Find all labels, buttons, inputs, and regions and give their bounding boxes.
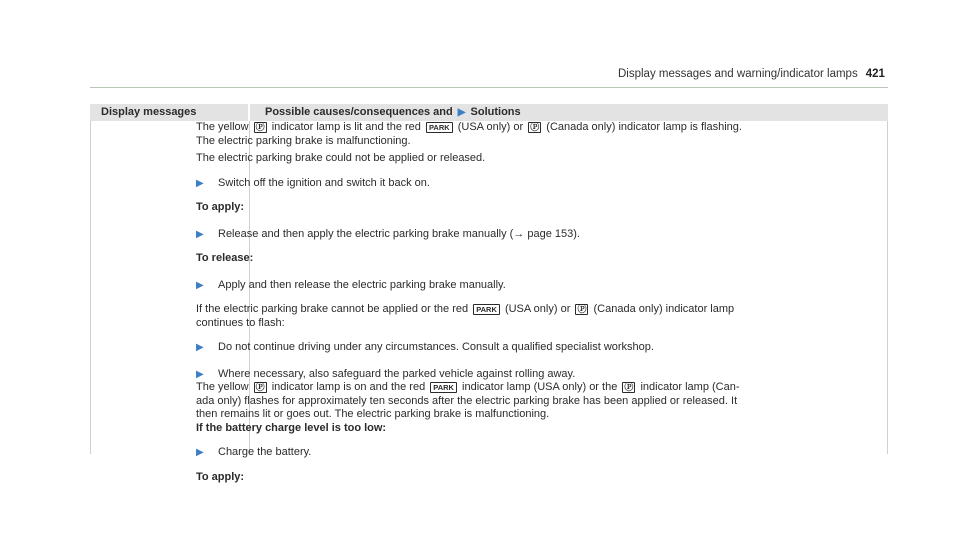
table-content [196,121,876,484]
step-text: Switch off the ignition and switch it back on. [218,176,430,189]
park-icon: PARK [426,122,453,133]
text-span: indicator lamp (Can- [640,381,740,393]
solution-step [196,279,876,293]
column-header-causes-solutions [250,104,888,121]
text-line: The electric parking brake is malfunctioning. [196,134,411,147]
parking-brake-p-icon: Ⓟ [255,381,265,392]
solution-step [196,177,876,191]
text-span: indicator lamp is on and the red [271,381,426,393]
step-text: Charge the battery. [218,446,312,458]
table-border-left [90,121,91,454]
text-span: The yellow [196,381,249,393]
solution-step [196,228,876,242]
text-line [196,303,876,317]
column-header-solutions: Solutions [470,106,521,118]
solution-step [196,368,876,382]
parking-brake-p-icon: Ⓟ [577,303,587,314]
header-title: Display messages and warning/indicator lamps [618,68,858,80]
step-arrow-icon: ▶ [196,447,204,458]
text-span: indicator lamp is lit and the red [271,121,421,133]
step-arrow-icon: ▶ [196,279,204,291]
text-span: (USA only) or [457,121,524,133]
text-span: If the electric parking brake cannot be applied or the red [196,303,469,315]
column-header-display-messages: Display messages [90,104,248,121]
step-text: Release and then apply the electric parking brake manually (→ page 153). [218,227,580,240]
solution-step [196,446,876,460]
column-header-causes: Possible causes/consequences and [265,106,453,118]
step-text: Apply and then release the electric parking brake manually. [218,278,506,291]
page-number: 421 [865,68,885,80]
step-arrow-icon: ▶ [196,342,204,353]
text-span: (Canada only) indicator lamp is flashing. [546,121,742,133]
step-text: Do not continue driving under any circumstances. Consult a qualified specialist workshop. [218,341,654,353]
text-line [196,121,876,135]
header-rule [90,87,888,88]
parking-brake-p-icon: Ⓟ [624,381,634,392]
subheading: To apply: [196,470,245,483]
text-span: (USA only) or [504,303,571,315]
step-arrow-icon: ▶ [196,177,204,189]
park-icon: PARK [430,382,457,393]
text-span: The yellow [196,121,249,133]
text-line: continues to flash: [196,316,285,329]
text-line: ada only) flashes for approximately ten seconds after the electric parking brake has been applied or released. It [196,394,738,407]
subheading: To release: [196,252,254,264]
text-span: (Canada only) indicator lamp [593,303,735,315]
step-arrow-icon: ▶ [196,228,204,240]
table-border-right [887,121,888,454]
text-line: The electric parking brake could not be applied or released. [196,152,486,164]
text-line: then remains lit or goes out. The electric parking brake is malfunctioning. [196,408,550,420]
parking-brake-p-icon: Ⓟ [530,121,540,132]
page-header [618,68,885,80]
parking-brake-p-icon: Ⓟ [255,121,265,132]
subheading: To apply: [196,201,245,213]
step-arrow-icon: ▶ [196,368,204,380]
solution-step [196,341,876,355]
text-line [196,381,876,395]
solution-arrow-icon: ▶ [457,107,466,118]
park-icon: PARK [473,304,500,315]
subheading: If the battery charge level is too low: [196,421,387,434]
text-span: indicator lamp (USA only) or the [462,381,618,393]
step-text: Where necessary, also safeguard the parked vehicle against rolling away. [218,367,576,380]
